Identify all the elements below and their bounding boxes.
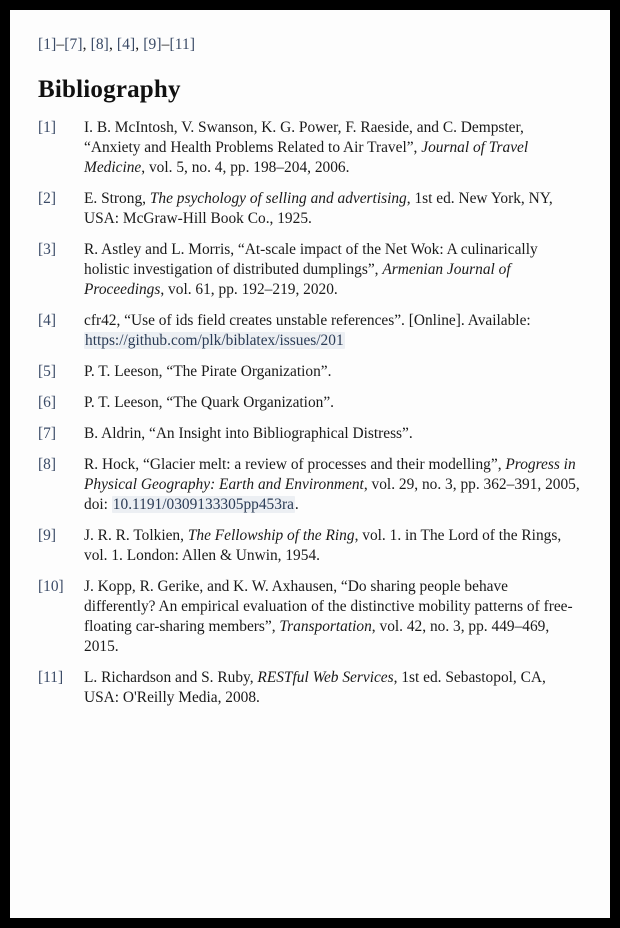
bibliography-entry-text — [84, 362, 582, 382]
bibliography-entry-label[interactable]: [7] — [38, 425, 56, 443]
page-title: Bibliography — [38, 76, 181, 103]
bibliography-entry-text — [84, 240, 582, 300]
entry-text-run: , 1st ed. Sebastopol, CA, USA: O'Reilly Media, 2008. — [84, 669, 546, 707]
bibliography-entry-text — [84, 393, 582, 413]
bibliography-entry-label[interactable]: [3] — [38, 241, 56, 259]
bibliography-entry-text — [84, 526, 582, 566]
entry-text-run: cfr42, “Use of ids field creates unstable references”. [Online]. Available: — [84, 312, 531, 330]
citation-ref-link[interactable]: [7] — [64, 36, 83, 53]
entry-title-italic: Journal of Travel Medicine — [84, 139, 529, 177]
entry-text-run: , 1st ed. New York, NY, USA: McGraw-Hill Book Co., 1925. — [84, 190, 553, 228]
bibliography-entry-label[interactable]: [9] — [38, 527, 56, 545]
bibliography-entry-label[interactable]: [6] — [38, 394, 56, 412]
entry-title-italic: Progress in Physical Geography: Earth and Environment — [84, 456, 576, 494]
citation-separator: – — [161, 36, 170, 53]
citation-ref-link[interactable]: [11] — [169, 36, 196, 53]
bibliography-entry-label[interactable]: [5] — [38, 363, 56, 381]
entry-url-link[interactable]: https://github.com/plk/biblatex/issues/201 — [85, 332, 344, 350]
entry-text-run: , vol. 42, no. 3, pp. 449–469, 2015. — [84, 618, 550, 656]
entry-text-run: R. Hock, “Glacier melt: a review of processes and their modelling”, — [84, 456, 506, 474]
bibliography-entry — [38, 526, 582, 566]
bibliography-entry — [38, 455, 582, 515]
entry-title-italic: RESTful Web Services — [257, 669, 394, 687]
entry-text-run: B. Aldrin, “An Insight into Bibliographical Distress”. — [84, 425, 413, 443]
entry-text-run: P. T. Leeson, “The Pirate Organization”. — [84, 363, 332, 381]
bibliography-entry — [38, 577, 582, 657]
document-page — [10, 10, 610, 918]
bibliography-entry — [38, 240, 582, 300]
entry-text-run: R. Astley and L. Morris, “At-scale impact of the Net Wok: A culinarically holistic investigation of distributed dumplings”, — [84, 241, 538, 279]
citation-separator: – — [56, 36, 65, 53]
entry-title-italic: Transportation — [279, 618, 372, 636]
entry-doi-link[interactable]: 10.1191/0309133305pp453ra — [112, 496, 294, 514]
bibliography-entry-text — [84, 577, 582, 657]
citation-ref-link[interactable]: [1] — [38, 36, 57, 53]
bibliography-entry-label[interactable]: [8] — [38, 456, 56, 474]
entry-text-run: , vol. 29, no. 3, pp. 362–391, 2005, doi: — [84, 476, 580, 514]
citation-separator: , — [108, 36, 117, 53]
bibliography-entry-text — [84, 189, 582, 229]
bibliography-entry — [38, 393, 582, 413]
inline-citation-line — [38, 36, 582, 54]
entry-title-italic: Armenian Journal of Proceedings — [84, 261, 511, 299]
bibliography-entry-text — [84, 668, 582, 708]
citation-ref-link[interactable]: [4] — [116, 36, 136, 53]
entry-text-run: J. R. R. Tolkien, — [84, 527, 188, 545]
bibliography-entry-text — [84, 455, 582, 515]
entry-text-run: , vol. 61, pp. 192–219, 2020. — [160, 281, 338, 299]
bibliography-entry-text — [84, 424, 582, 444]
entry-text-run: , vol. 5, no. 4, pp. 198–204, 2006. — [141, 159, 350, 177]
bibliography-entry-text — [84, 118, 582, 178]
entry-title-italic: The psychology of selling and advertising — [149, 190, 407, 208]
entry-text-run: P. T. Leeson, “The Quark Organization”. — [84, 394, 335, 412]
citation-separator: , — [82, 36, 91, 53]
bibliography-list — [38, 118, 582, 708]
bibliography-entry-label[interactable]: [4] — [38, 312, 56, 330]
entry-text-run: I. B. McIntosh, V. Swanson, K. G. Power, F. Raeside, and C. Dempster, “Anxiety and Health Problems Related to Air Travel”, — [84, 119, 524, 157]
bibliography-entry-label[interactable]: [2] — [38, 190, 56, 208]
bibliography-entry-label[interactable]: [11] — [38, 669, 64, 687]
bibliography-entry-label[interactable]: [10] — [38, 578, 64, 596]
entry-text-run: . — [294, 496, 299, 514]
entry-text-run: L. Richardson and S. Ruby, — [84, 669, 258, 687]
bibliography-entry — [38, 362, 582, 382]
bibliography-entry-text — [84, 311, 582, 351]
bibliography-entry — [38, 424, 582, 444]
entry-text-run: E. Strong, — [84, 190, 150, 208]
bibliography-entry — [38, 118, 582, 178]
bibliography-entry — [38, 311, 582, 351]
bibliography-entry — [38, 189, 582, 229]
citation-ref-link[interactable]: [8] — [90, 36, 109, 53]
bibliography-entry — [38, 668, 582, 708]
citation-separator: , — [135, 36, 144, 53]
entry-text-run: , vol. 1. in The Lord of the Rings, vol. 1. London: Allen & Unwin, 1954. — [84, 527, 562, 565]
bibliography-entry-label[interactable]: [1] — [38, 119, 56, 136]
entry-text-run: J. Kopp, R. Gerike, and K. W. Axhausen, “Do sharing people behave differently? An empirical evaluation of the distinctive mobility patterns of free-floating car-sharing members”, — [84, 578, 573, 636]
entry-title-italic: The Fellowship of the Ring — [187, 527, 355, 545]
citation-ref-link[interactable]: [9] — [143, 36, 162, 53]
